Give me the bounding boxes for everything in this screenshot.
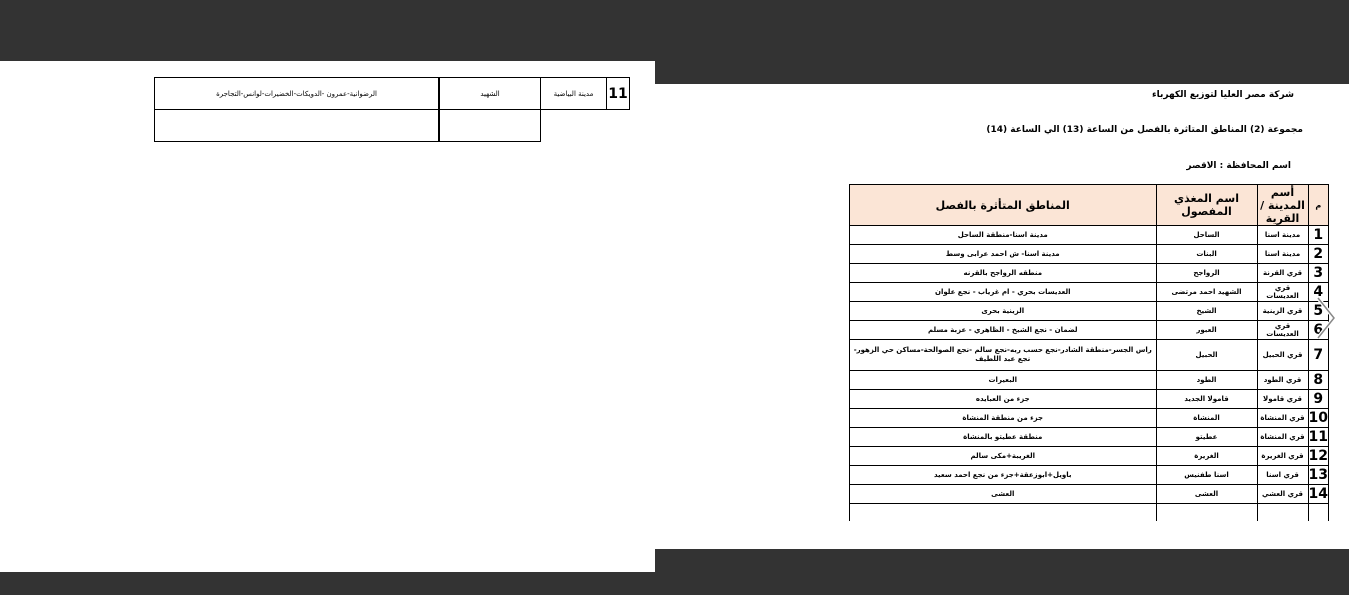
row-number: 4 <box>1308 283 1328 302</box>
table-row <box>850 428 1329 447</box>
feeder-cell: العشى <box>1156 485 1257 504</box>
left-page-table <box>154 77 630 142</box>
feeder-cell: الرواجح <box>1156 264 1257 283</box>
city-cell: قري القرنة <box>1257 264 1308 283</box>
feeder-cell: الغريرة <box>1156 447 1257 466</box>
table-row <box>850 264 1329 283</box>
city-cell: قري المنشاة <box>1257 409 1308 428</box>
table-row <box>155 78 630 110</box>
feeder-cell: البنات <box>1156 245 1257 264</box>
row-number: 6 <box>1308 321 1328 340</box>
header-city: أسم المدينة / القرية <box>1257 185 1308 226</box>
feeder-cell: الشهيد <box>439 78 541 110</box>
row-number: 8 <box>1308 371 1328 390</box>
empty-cell <box>1257 504 1308 522</box>
table-header-row <box>850 185 1329 226</box>
empty-cell <box>1308 504 1328 522</box>
feeder-cell: اسنا طفنيس <box>1156 466 1257 485</box>
row-number: 2 <box>1308 245 1328 264</box>
table-row-empty <box>155 110 630 142</box>
city-cell: مدينة اسنا <box>1257 226 1308 245</box>
company-name: شركة مصر العليا لتوزيع الكهرباء <box>1152 90 1294 100</box>
document-page-right <box>655 84 1349 549</box>
areas-cell: جزء من العبايده <box>850 390 1157 409</box>
city-cell: قري الغريرة <box>1257 447 1308 466</box>
areas-cell: مدينة اسنا- ش احمد عرابى وسط <box>850 245 1157 264</box>
header-num: م <box>1308 185 1328 226</box>
feeder-cell: قامولا الجديد <box>1156 390 1257 409</box>
table-row <box>850 283 1329 302</box>
city-cell: قري قامولا <box>1257 390 1308 409</box>
empty-cell <box>155 110 440 142</box>
empty-cell <box>850 504 1157 522</box>
governorate-label: اسم المحافظة : الاقصر <box>1186 161 1291 171</box>
table-row <box>850 226 1329 245</box>
table-body <box>850 226 1329 522</box>
city-cell: مدينة اسنا <box>1257 245 1308 264</box>
table-row <box>850 340 1329 371</box>
feeder-cell: المنشاة <box>1156 409 1257 428</box>
city-cell: قري العديسات <box>1257 283 1308 302</box>
areas-cell: العديسات بحري - ام غرياب - نجع علوان <box>850 283 1157 302</box>
city-cell: قري الطود <box>1257 371 1308 390</box>
row-number: 9 <box>1308 390 1328 409</box>
feeder-cell: العبور <box>1156 321 1257 340</box>
feeder-cell: الحبيل <box>1156 340 1257 371</box>
areas-cell: جزء من منطقة المنشاة <box>850 409 1157 428</box>
city-cell: قري المنشاة <box>1257 428 1308 447</box>
areas-cell: الزينية بحرى <box>850 302 1157 321</box>
empty-cell <box>439 110 541 142</box>
areas-cell: الغريبة+مكى سالم <box>850 447 1157 466</box>
areas-cell: مدينة اسنا-منطقة الساحل <box>850 226 1157 245</box>
table-row <box>850 371 1329 390</box>
row-number: 3 <box>1308 264 1328 283</box>
city-cell: مدينة البياضية <box>541 78 607 110</box>
row-number: 13 <box>1308 467 1328 483</box>
table-row <box>850 447 1329 466</box>
table-row <box>850 485 1329 504</box>
row-number: 5 <box>1308 302 1328 321</box>
areas-cell: الرضوانية-عمرون -الدويكات-الخضيرات-لوانس-التجاجرة <box>155 78 440 110</box>
empty-cell <box>607 110 630 142</box>
areas-cell: منطقة عطيتو بالمنشاة <box>850 428 1157 447</box>
areas-cell: منطقه الرواجح بالقرنه <box>850 264 1157 283</box>
areas-cell: لضمان - نجع الشيخ - الظاهري - عزبة مسلم <box>850 321 1157 340</box>
city-cell: قري العشي <box>1257 485 1308 504</box>
table-row <box>850 302 1329 321</box>
city-cell: قري اسنا <box>1257 466 1308 485</box>
empty-cell <box>541 110 607 142</box>
chevron-right-icon <box>1314 296 1338 340</box>
feeder-cell: عطيتو <box>1156 428 1257 447</box>
table-row <box>850 321 1329 340</box>
areas-cell: البعيرات <box>850 371 1157 390</box>
row-number: 1 <box>1308 226 1328 245</box>
empty-cell <box>1156 504 1257 522</box>
header-areas: المناطق المتأثرة بالفصل <box>850 185 1157 226</box>
areas-cell: راس الجسر-منطقة الشادر-نجع حسب ربه-نجع سالم -نجع الصوالحة-مساكن حي الزهور-نجع عبد اللطيف <box>850 340 1157 371</box>
table-row-empty <box>850 504 1329 522</box>
row-number: 11 <box>1308 429 1328 445</box>
feeder-cell: الشهيد احمد مرتضى <box>1156 283 1257 302</box>
areas-cell: باويل+ابوزعقة+جزء من نجع احمد سعيد <box>850 466 1157 485</box>
header-feeder: اسم المغذي المفصول <box>1156 185 1257 226</box>
row-number: 11 <box>607 78 630 110</box>
table-row <box>850 390 1329 409</box>
row-number: 7 <box>1308 340 1328 371</box>
table-row <box>850 466 1329 485</box>
row-number: 14 <box>1308 486 1328 502</box>
table-row <box>850 245 1329 264</box>
table-row <box>850 409 1329 428</box>
areas-cell: العشى <box>850 485 1157 504</box>
feeder-cell: الطود <box>1156 371 1257 390</box>
next-page-button[interactable] <box>1306 288 1346 348</box>
city-cell: قري الزينية <box>1257 302 1308 321</box>
row-number: 10 <box>1308 410 1328 426</box>
city-cell: قري الحبيل <box>1257 340 1308 371</box>
document-page-left <box>0 61 655 572</box>
group-title: مجموعة (2) المناطق المتاثرة بالفصل من الساعة (13) الي الساعة (14) <box>986 125 1303 135</box>
affected-areas-table <box>849 184 1329 521</box>
feeder-cell: الشيخ <box>1156 302 1257 321</box>
row-number: 12 <box>1308 448 1328 464</box>
feeder-cell: الساحل <box>1156 226 1257 245</box>
city-cell: قري العديسات <box>1257 321 1308 340</box>
